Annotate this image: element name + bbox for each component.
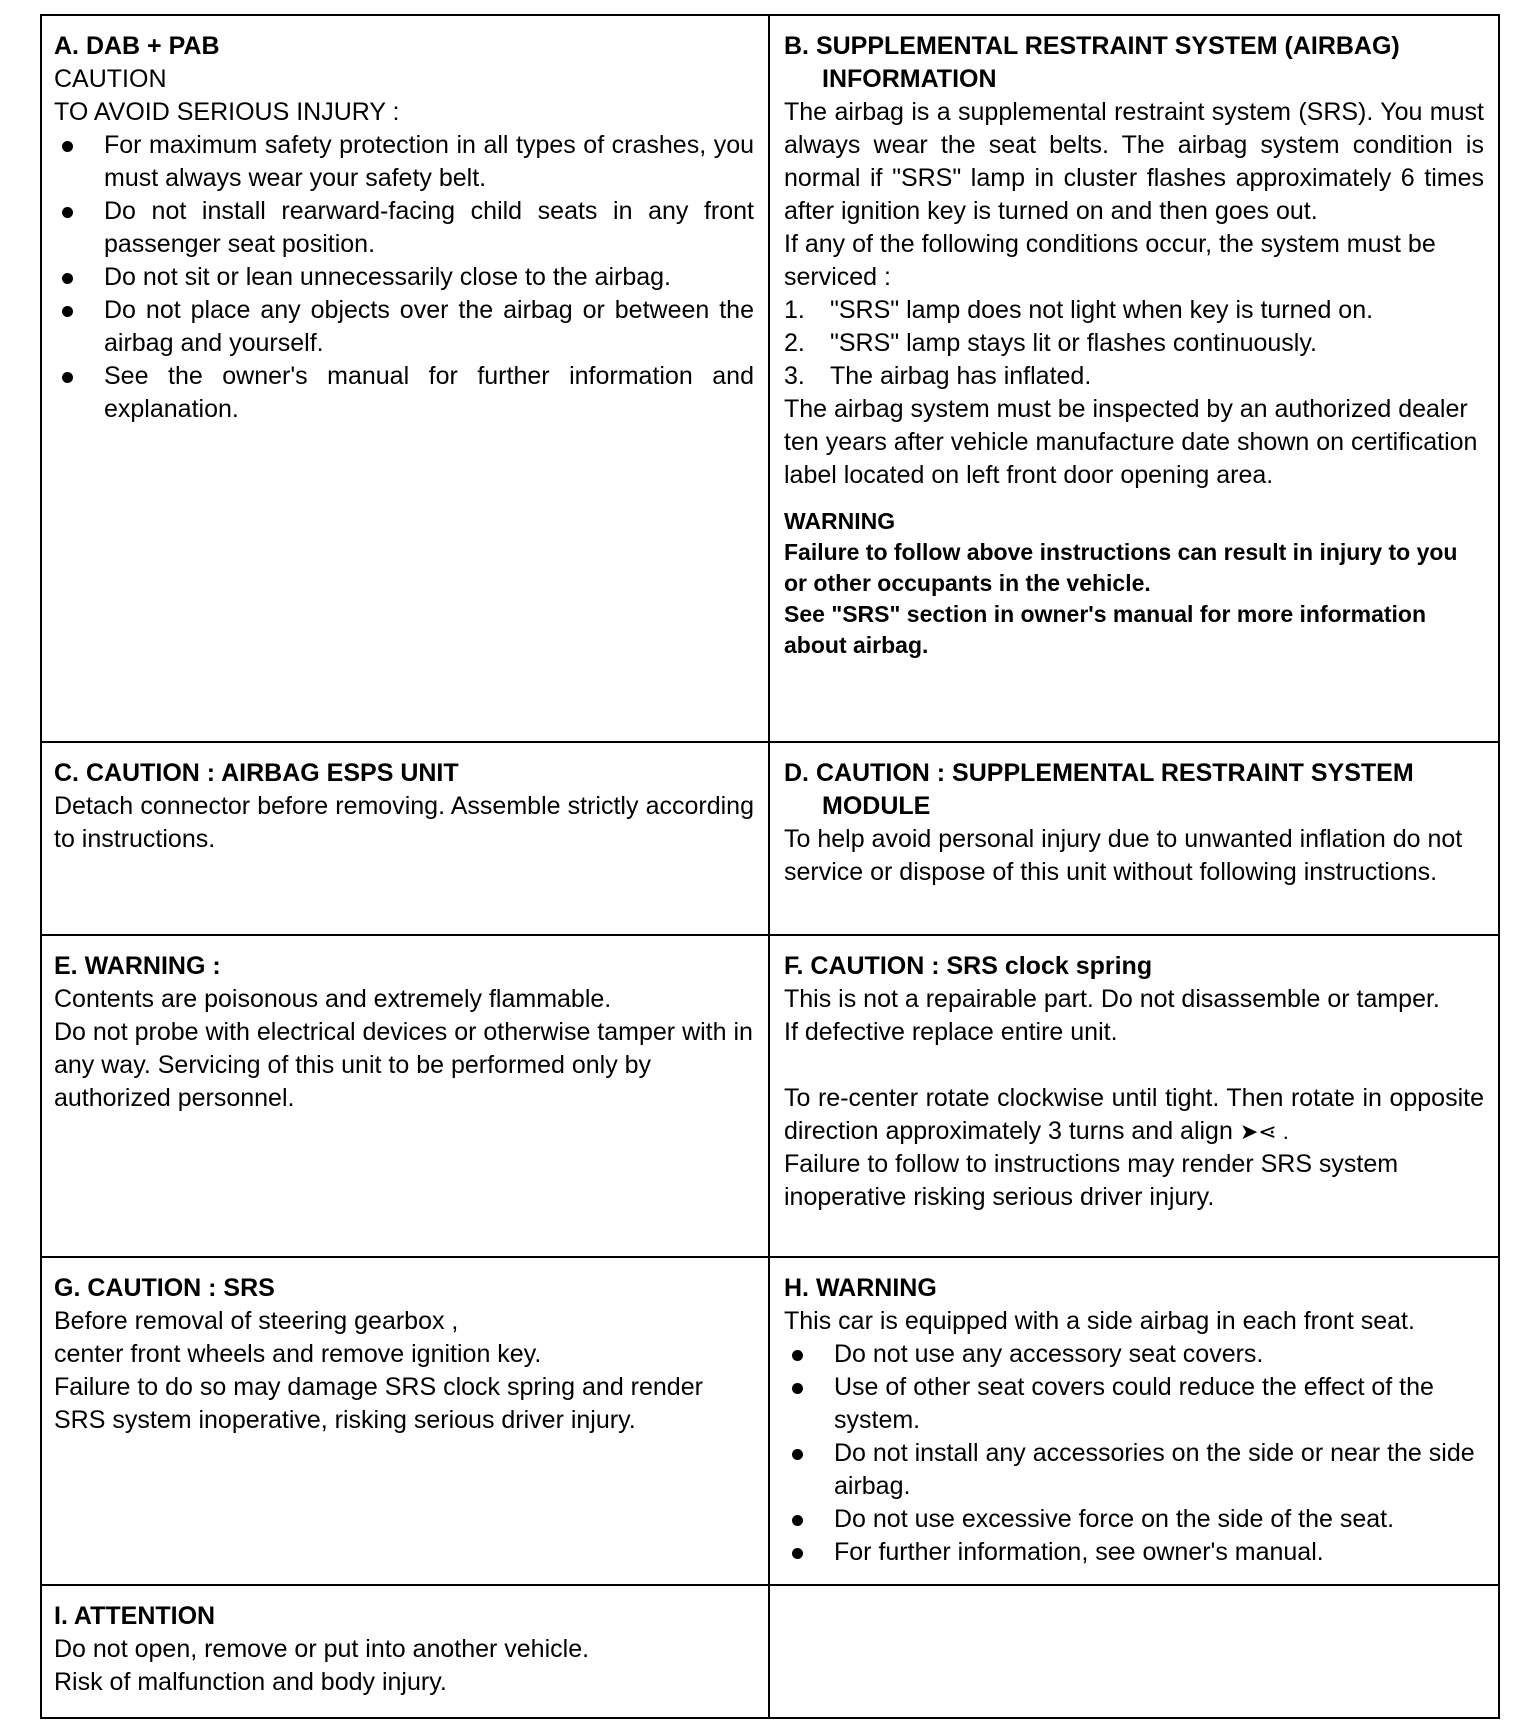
cell-b-conditions-intro: If any of the following conditions occur, the system must be serviced : xyxy=(784,230,1436,291)
bullet-icon xyxy=(792,1515,803,1526)
list-item: For maximum safety protection in all types of crashes, you must always wear your safety belt. xyxy=(54,129,754,195)
bullet-icon xyxy=(792,1548,803,1559)
cell-d-title: D. CAUTION : SUPPLEMENTAL RESTRAINT SYSTEM MODULE xyxy=(784,759,1414,820)
cell-b-title: B. SUPPLEMENTAL RESTRAINT SYSTEM (AIRBAG) INFORMATION xyxy=(784,32,1400,93)
cell-b-conditions xyxy=(784,294,1484,393)
bullet-icon xyxy=(792,1383,803,1394)
cell-h xyxy=(770,1258,1498,1586)
cell-b-warning-text-2: See "SRS" section in owner's manual for more information about airbag. xyxy=(784,601,1427,658)
cell-b xyxy=(770,16,1498,743)
cell-e-line2: Do not probe with electrical devices or otherwise tamper with in any way. Servicing of this unit to be performed only by authorized personnel. xyxy=(54,1018,753,1112)
bullet-icon xyxy=(792,1449,803,1460)
bullet-icon xyxy=(62,273,73,284)
cell-i-title: I. ATTENTION xyxy=(54,1602,216,1630)
cell-a-title: A. DAB + PAB xyxy=(54,32,220,60)
cell-i-line1: Do not open, remove or put into another vehicle. xyxy=(54,1635,590,1663)
cell-e-title: E. WARNING : xyxy=(54,952,221,980)
list-item: Do not install any accessories on the side or near the side airbag. xyxy=(784,1437,1484,1503)
cell-c xyxy=(42,743,770,936)
bullet-icon xyxy=(62,306,73,317)
cell-b-intro: The airbag is a supplemental restraint system (SRS). You must always wear the seat belts. The airbag system condition is normal if "SRS" lamp in cluster flashes approximately 6 times after ignition key is turned on and then goes out. xyxy=(784,98,1484,225)
list-item: 2. "SRS" lamp stays lit or flashes continuously. xyxy=(784,329,1317,357)
cell-f-title: F. CAUTION : SRS clock spring xyxy=(784,952,1153,980)
cell-g-title: G. CAUTION : SRS xyxy=(54,1274,275,1302)
cell-c-title: C. CAUTION : AIRBAG ESPS UNIT xyxy=(54,759,459,787)
list-item: Do not sit or lean unnecessarily close to the airbag. xyxy=(54,261,754,294)
cell-g-line2: center front wheels and remove ignition key. xyxy=(54,1340,542,1368)
cell-b-warning-text-1: Failure to follow above instructions can result in injury to you or other occupants in the vehicle. xyxy=(784,539,1458,596)
cell-a-caution: CAUTION xyxy=(54,65,167,93)
cell-g xyxy=(42,1258,770,1586)
cell-d xyxy=(770,743,1498,936)
cell-f xyxy=(770,936,1498,1258)
cell-f-line1: This is not a repairable part. Do not disassemble or tamper. xyxy=(784,985,1440,1013)
cell-a-subtitle: TO AVOID SERIOUS INJURY : xyxy=(54,98,400,126)
bullet-icon xyxy=(62,141,73,152)
list-item: Do not place any objects over the airbag or between the airbag and yourself. xyxy=(54,294,754,360)
cell-b-warning xyxy=(784,506,1484,661)
cell-a xyxy=(42,16,770,743)
list-item: Do not use excessive force on the side of the seat. xyxy=(784,1503,1484,1536)
list-item: Do not use any accessory seat covers. xyxy=(784,1338,1484,1371)
cell-f-line3: To re-center rotate clockwise until tight. Then rotate in opposite direction approximately 3 turns and align ➤⋖ . xyxy=(784,1084,1484,1145)
list-item: Do not install rearward-facing child seats in any front passenger seat position. xyxy=(54,195,754,261)
cell-i-line2: Risk of malfunction and body injury. xyxy=(54,1668,447,1696)
cell-f-line2: If defective replace entire unit. xyxy=(784,1018,1118,1046)
cell-h-intro: This car is equipped with a side airbag in each front seat. xyxy=(784,1307,1415,1335)
cell-a-bullets xyxy=(54,129,754,426)
list-item: 1. "SRS" lamp does not light when key is turned on. xyxy=(784,296,1374,324)
bullet-icon xyxy=(792,1350,803,1361)
labels-table xyxy=(40,14,1500,1719)
list-item: 3. The airbag has inflated. xyxy=(784,362,1092,390)
list-item: For further information, see owner's manual. xyxy=(784,1536,1484,1569)
bullet-icon xyxy=(62,207,73,218)
cell-e xyxy=(42,936,770,1258)
cell-b-warning-title: WARNING xyxy=(784,508,896,534)
bullet-icon xyxy=(62,372,73,383)
list-item: See the owner's manual for further information and explanation. xyxy=(54,360,754,426)
cell-e-line1: Contents are poisonous and extremely flammable. xyxy=(54,985,612,1013)
cell-empty xyxy=(770,1586,1498,1717)
align-marks-icon: ➤⋖ . xyxy=(1239,1119,1289,1144)
cell-h-title: H. WARNING xyxy=(784,1274,937,1302)
cell-g-line3: Failure to do so may damage SRS clock spring and render SRS system inoperative, risking serious driver injury. xyxy=(54,1373,703,1434)
cell-d-text: To help avoid personal injury due to unwanted inflation do not service or dispose of this unit without following instructions. xyxy=(784,825,1463,886)
cell-b-inspection: The airbag system must be inspected by an authorized dealer ten years after vehicle manufacture date shown on certification label located on left front door opening area. xyxy=(784,395,1478,489)
cell-g-line1: Before removal of steering gearbox , xyxy=(54,1307,459,1335)
cell-i xyxy=(42,1586,770,1717)
list-item: Use of other seat covers could reduce the effect of the system. xyxy=(784,1371,1484,1437)
cell-f-line4: Failure to follow to instructions may render SRS system inoperative risking serious driver injury. xyxy=(784,1150,1399,1211)
cell-h-bullets xyxy=(784,1338,1484,1569)
cell-c-text: Detach connector before removing. Assemble strictly according to instructions. xyxy=(54,792,754,853)
